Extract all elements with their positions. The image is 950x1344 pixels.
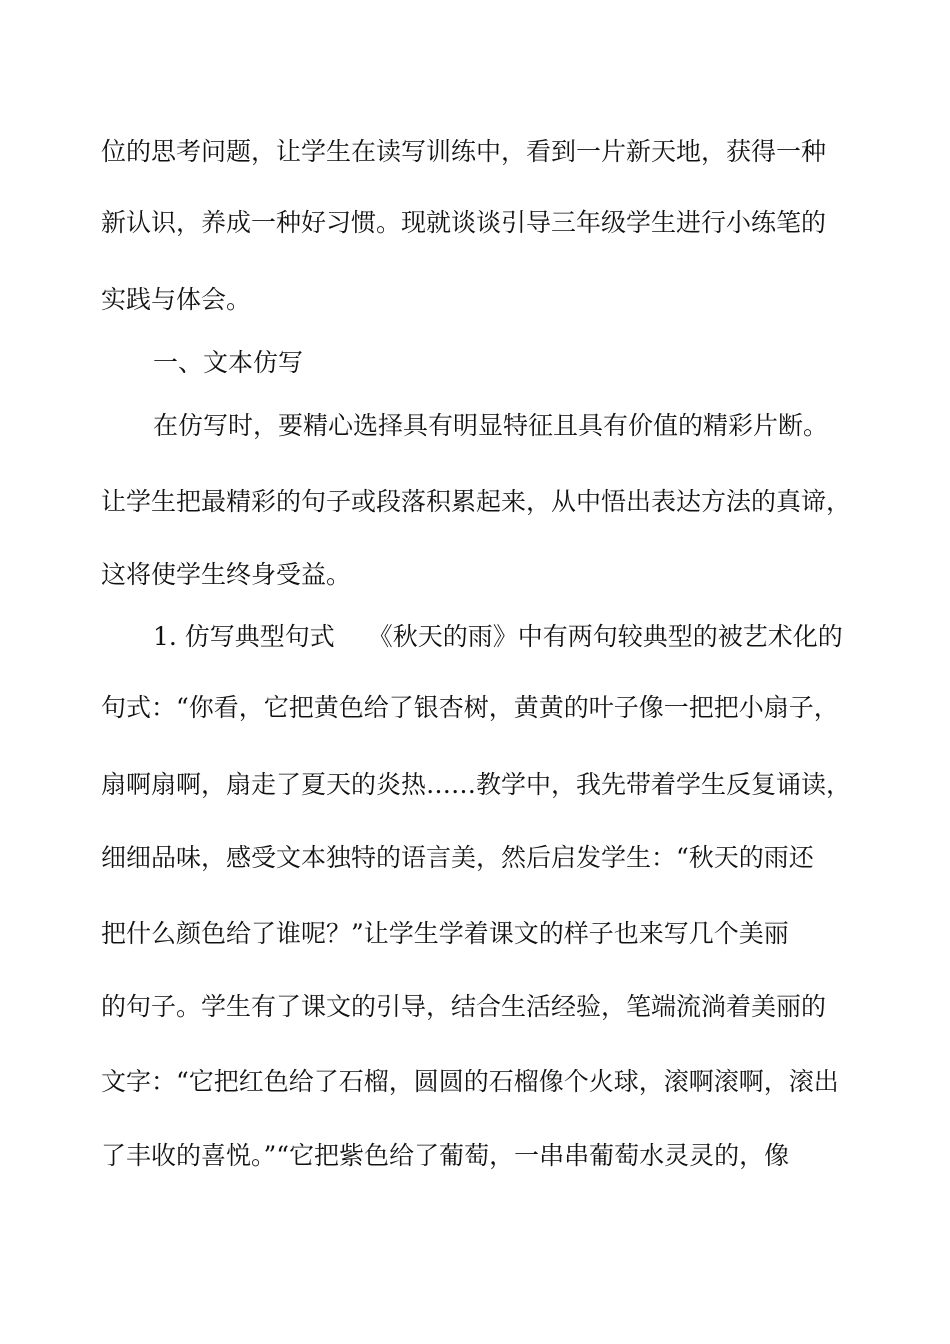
text-line: 位的思考问题，让学生在读写训练中，看到一片新天地，获得一种 bbox=[101, 137, 827, 166]
text-line: 这将使学生终身受益。 bbox=[101, 560, 352, 589]
text-line: 把什么颜色给了谁呢？”让学生学着课文的样子也来写几个美丽 bbox=[101, 919, 789, 948]
text-line: 实践与体会。 bbox=[101, 285, 252, 314]
text-line: 扇啊扇啊，扇走了夏天的炎热……教学中，我先带着学生反复诵读， bbox=[101, 770, 852, 799]
text-line: 的句子。学生有了课文的引导，结合生活经验，笔端流淌着美丽的 bbox=[101, 992, 827, 1021]
section-heading: 一、文本仿写 bbox=[153, 348, 304, 377]
text-line: 新认识，养成一种好习惯。现就谈谈引导三年级学生进行小练笔的 bbox=[101, 208, 827, 237]
text-line: 了丰收的喜悦。”“它把紫色给了葡萄，一串串葡萄水灵灵的，像 bbox=[101, 1141, 790, 1170]
text-line: 句式：“你看，它把黄色给了银杏树，黄黄的叶子像一把把小扇子， bbox=[101, 693, 839, 722]
text-line: 在仿写时，要精心选择具有明显特征且具有价值的精彩片断。 bbox=[153, 411, 829, 440]
text-line: 让学生把最精彩的句子或段落积累起来，从中悟出表达方法的真谛， bbox=[101, 487, 852, 516]
text-line: 文字：“它把红色给了石榴，圆圆的石榴像个火球，滚啊滚啊，滚出 bbox=[101, 1067, 839, 1096]
text-line: 细细品味，感受文本独特的语言美，然后启发学生：“秋天的雨还 bbox=[101, 843, 814, 872]
subsection-heading-line: 1. 仿写典型句式 《秋天的雨》中有两句较典型的被艺术化的 bbox=[153, 622, 843, 651]
